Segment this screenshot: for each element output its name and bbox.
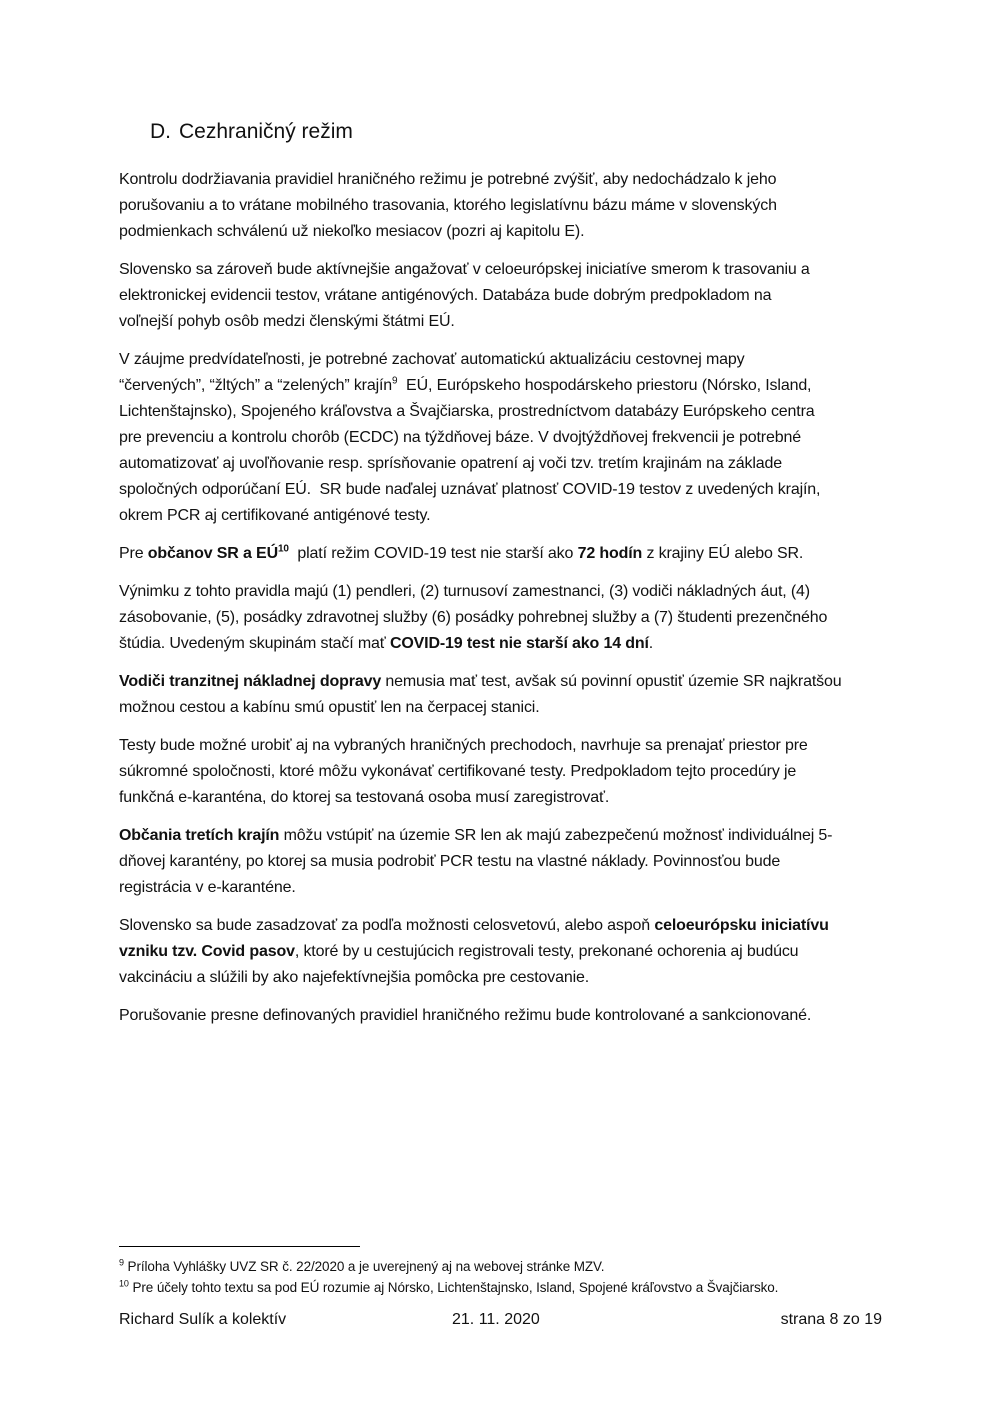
text-line: pre prevenciu a kontrolu chorôb (ECDC) na týždňovej báze. V dvojtýždňovej frekvencii je potrebné — [119, 429, 801, 446]
text-line: Porušovanie presne definovaných pravidiel hraničného režimu bude kontrolované a sankcionované. — [119, 1007, 812, 1024]
text-line: zásobovanie, (5), posádky zdravotnej služby (6) posádky pohrebnej služby a (7) študenti prezenčného — [119, 609, 828, 626]
paragraph-covid-passes — [119, 913, 887, 991]
text-line: súkromné spoločnosti, ktoré môžu vykonávať certifikované testy. Predpokladom tejto procedúry je — [119, 763, 797, 780]
bold-text: celoeurópsku iniciatívu — [654, 917, 829, 934]
text-run: z krajiny EÚ alebo SR. — [642, 545, 804, 562]
footnote-number: 9 — [119, 1257, 124, 1268]
footer-author: Richard Sulík a kolektív — [119, 1311, 287, 1328]
text-line: funkčná e-karanténa, do ktorej sa testovaná osoba musí zaregistrovať. — [119, 789, 610, 806]
bold-text: Občania tretích krajín — [119, 827, 280, 844]
section-number: D. — [150, 120, 171, 143]
bold-text: 72 hodín — [577, 545, 643, 562]
footnotes — [119, 1256, 909, 1298]
footnote-ref-9: 9 — [392, 375, 398, 387]
text-line: spoločných odporúčaní EÚ. SR bude naďalej uznávať platnosť COVID-19 testov z uvedených krajín, — [119, 481, 821, 498]
text-line: porušovaniu a to vrátane mobilného trasovania, ktorého legislatívnu bázu máme v slovenských — [119, 197, 777, 214]
paragraph-third-countries — [119, 823, 887, 901]
paragraph-border-tests — [119, 733, 887, 811]
page-footer — [119, 1311, 882, 1335]
text-run: , ktoré by u cestujúcich registrovali testy, prekonané ochorenia aj budúcu — [294, 943, 799, 960]
paragraph-exceptions — [119, 579, 887, 657]
text-line: Výnimku z tohto pravidla majú (1) pendleri, (2) turnusoví zamestnanci, (3) vodiči nákladných áut, (4) — [119, 583, 810, 600]
section-heading — [150, 120, 353, 144]
footnote-text: Pre účely tohto textu sa pod EÚ rozumie aj Nórsko, Lichtenštajnsko, Island, Spojené kráľovstvo a Švajčiarsko. — [128, 1280, 779, 1295]
text-line — [119, 913, 887, 939]
paragraph-eu-initiative — [119, 257, 887, 335]
footnote-9 — [119, 1256, 909, 1277]
text-line: možnou cestou a kabínu smú opustiť len na čerpacej stanici. — [119, 699, 540, 716]
bold-text: občanov SR a EÚ — [147, 545, 278, 562]
paragraph-travel-map — [119, 347, 887, 529]
text-line: vakcináciu a slúžili by ako najefektívnejšia pomôcka pre cestovanie. — [119, 969, 590, 986]
text-line — [119, 631, 887, 657]
bold-text: Vodiči tranzitnej nákladnej dopravy — [119, 673, 382, 690]
section-title: Cezhraničný režim — [179, 120, 353, 143]
text-run: štúdia. Uvedeným skupinám stačí mať — [119, 635, 390, 652]
text-line: podmienkach schválenú už niekoľko mesiacov (pozri aj kapitolu E). — [119, 223, 585, 240]
bold-text: COVID-19 test nie starší ako 14 dní — [389, 635, 649, 652]
footnote-number: 10 — [119, 1278, 129, 1289]
paragraph-transit-drivers — [119, 669, 887, 721]
text-line: Slovensko sa zároveň bude aktívnejšie angažovať v celoeurópskej iniciatíve smerom k trasovaniu a — [119, 261, 810, 278]
paragraph-border-control — [119, 167, 887, 245]
text-line: Kontrolu dodržiavania pravidiel hraničného režimu je potrebné zvýšiť, aby nedochádzalo k jeho — [119, 171, 777, 188]
footer-page-number: strana 8 zo 19 — [780, 1311, 882, 1328]
text-line: Lichtenštajnsko), Spojeného kráľovstva a Švajčiarska, prostredníctvom databázy Európskeho centra — [119, 403, 815, 420]
text-line: registrácia v e-karanténe. — [119, 879, 296, 896]
text-run: Pre — [119, 545, 148, 562]
text-line — [119, 373, 887, 399]
text-line: Testy bude možné urobiť aj na vybraných hraničných prechodoch, navrhuje sa prenajať priestor pre — [119, 737, 808, 754]
text-line: elektronickej evidencii testov, vrátane antigénových. Databáza bude dobrým predpokladom na — [119, 287, 772, 304]
text-run: nemusia mať test, avšak sú povinní opustiť územie SR najkratšou — [381, 673, 842, 690]
text-line — [119, 541, 887, 567]
text-line — [119, 669, 887, 695]
text-line: automatizovať aj uvoľňovanie resp. sprísňovanie opatrení aj voči tzv. tretím krajinám na základe — [119, 455, 782, 472]
footnote-separator — [119, 1246, 360, 1247]
text-line — [119, 823, 887, 849]
text-line: okrem PCR aj certifikované antigénové testy. — [119, 507, 431, 524]
text-run: môžu vstúpiť na územie SR len ak majú zabezpečenú možnosť individuálnej 5- — [279, 827, 833, 844]
text-line: voľnejší pohyb osôb medzi členskými štátmi EÚ. — [119, 313, 455, 330]
text-line: V záujme predvídateľnosti, je potrebné zachovať automatickú aktualizáciu cestovnej mapy — [119, 351, 745, 368]
footnote-ref-10: 10 — [277, 543, 289, 555]
text-run: “červených”, “žltých” a “zelených” krajín — [119, 377, 393, 394]
text-run: platí režim COVID-19 test nie starší ako — [288, 545, 578, 562]
footer-date: 21. 11. 2020 — [452, 1311, 540, 1328]
text-run: Slovensko sa bude zasadzovať za podľa možnosti celosvetovú, alebo aspoň — [119, 917, 655, 934]
text-run: . — [648, 635, 654, 652]
footnote-text: Príloha Vyhlášky UVZ SR č. 22/2020 a je uverejnený aj na webovej stránke MZV. — [123, 1259, 605, 1274]
text-line: dňovej karantény, po ktorej sa musia podrobiť PCR testu na vlastné náklady. Povinnosťou bude — [119, 853, 781, 870]
text-line — [119, 939, 887, 965]
paragraph-citizens-rule — [119, 541, 887, 567]
body-text — [119, 167, 887, 1041]
paragraph-sanctions — [119, 1003, 887, 1029]
text-run: EÚ, Európskeho hospodárskeho priestoru (Nórsko, Island, — [397, 377, 812, 394]
bold-text: vzniku tzv. Covid pasov — [119, 943, 295, 960]
footnote-10 — [119, 1277, 909, 1298]
